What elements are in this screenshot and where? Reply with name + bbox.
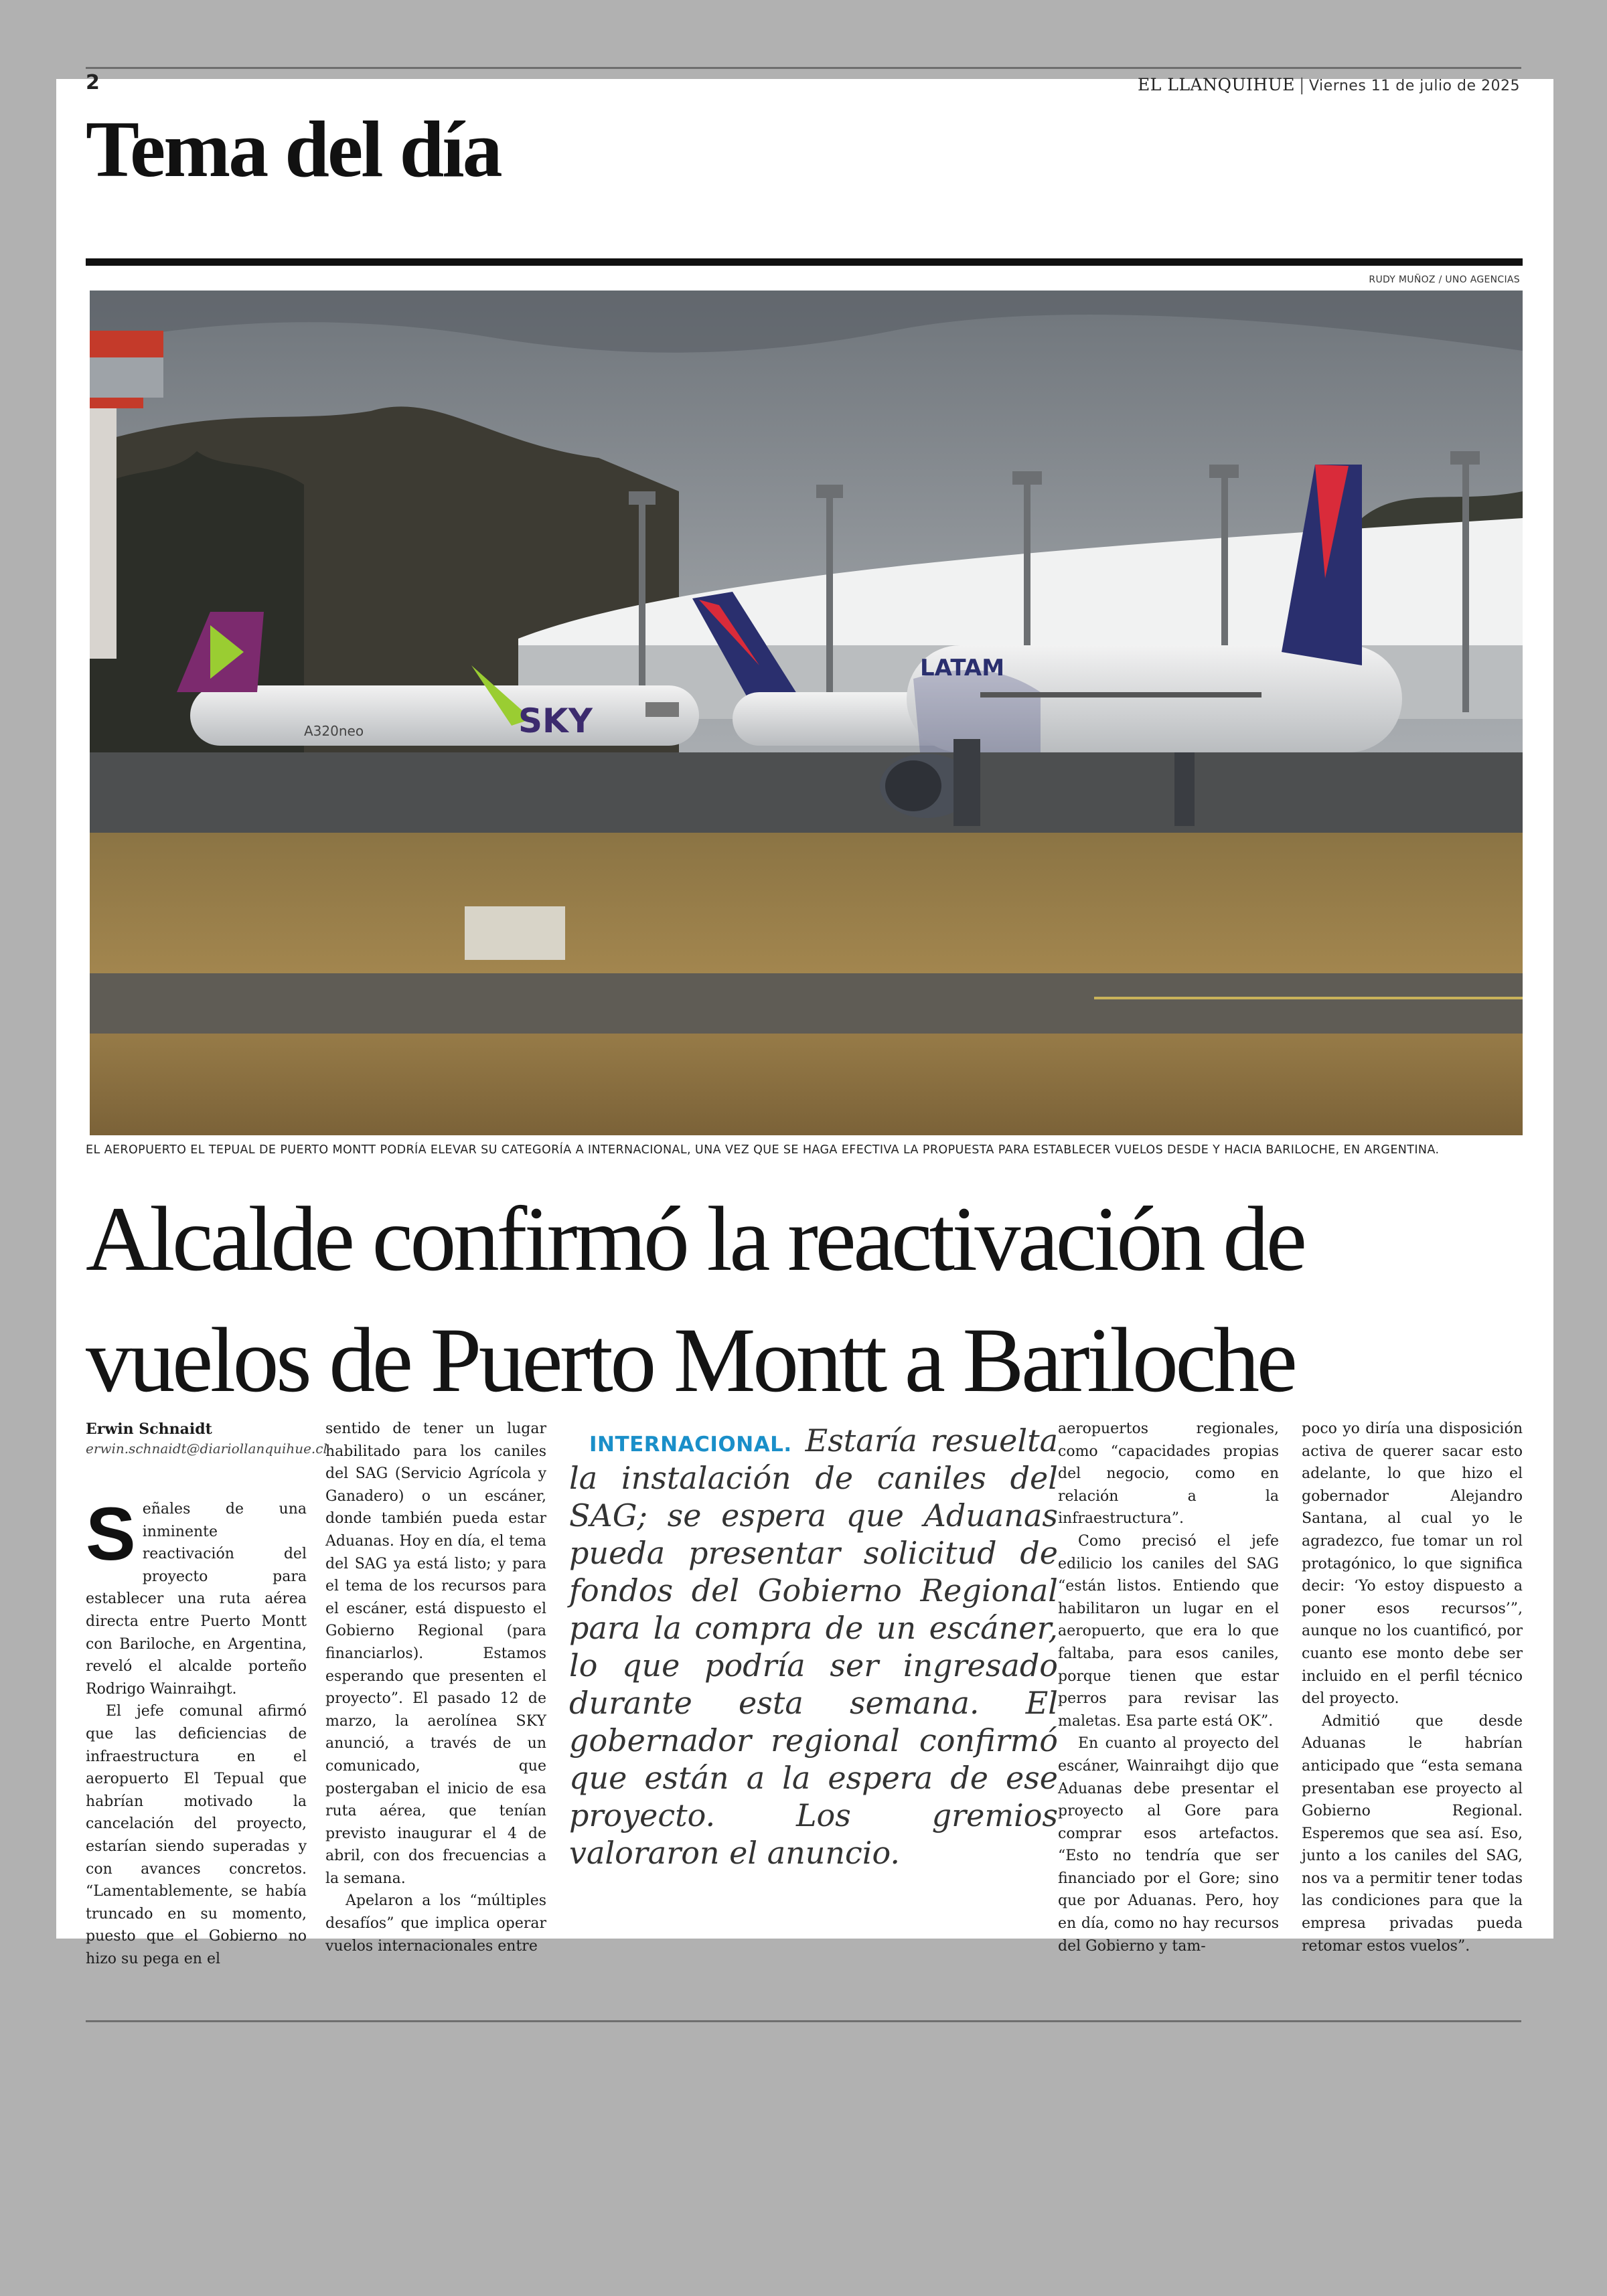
body-paragraph: Apelaron a los “múltiples desafíos” que implica operar vuelos internacionales entre	[325, 1892, 546, 1955]
publication-date: Viernes 11 de julio de 2025	[1308, 78, 1520, 94]
column-1	[86, 1418, 327, 1970]
lede-text: Estaría resuelta la instalación de caniles del SAG; se espera que Aduanas pueda presentar solicitud de fondos del Gobierno Regional para la compra de un escáner, lo que podría ser ingresado durante esta semana. El gobernador regional confirmó que están a la espera de ese proyecto. Los gremios valoraron el anuncio.	[569, 1422, 1058, 1871]
tarmac	[90, 752, 1523, 833]
section-rule	[86, 258, 1523, 266]
column-3-lede	[569, 1422, 1058, 1872]
bottom-page-rule	[86, 2020, 1521, 2022]
kicker-label: INTERNACIONAL.	[589, 1432, 792, 1457]
newspaper-name: EL LLANQUIHUE	[1138, 75, 1296, 94]
body-paragraph: El jefe comunal afirmó que las deficiencias de infraestructura en el aeropuerto El Tepual que habrían motivado la cancelación del proyecto, estarían siendo superadas y con avances concretos. “Lamentablemente, se había truncado en su momento, puesto que el Gobierno no hizo su pega en el	[86, 1703, 307, 1967]
body-paragraph: poco yo diría una disposición activa de querer sacar esto adelante, lo que hizo el gobernador Alejandro Santana, al cual yo le agradezco, fue tomar un rol protagónico, lo que significa decir: ‘Yo estoy dispuesto a poner esos recursos’”, aunque no los cuantificó, por cuanto ese monto debe ser incluido en el perfil técnico del proyecto.	[1302, 1420, 1523, 1708]
column-5	[1302, 1418, 1523, 1957]
masthead-divider: |	[1299, 75, 1305, 94]
opening-paragraph	[86, 1492, 307, 1700]
body-paragraph: aeropuertos regionales, como “capacidades propias del negocio, como en relación a la infraestructura”.	[1058, 1420, 1279, 1528]
aircraft-model: A320neo	[304, 723, 364, 739]
top-page-rule	[86, 67, 1521, 69]
airport-photo	[90, 291, 1523, 1135]
author-name: Erwin Schnaidt	[86, 1420, 212, 1438]
runway-sign	[465, 906, 565, 960]
taxiway	[90, 973, 1523, 1034]
page-number: 2	[86, 71, 100, 94]
body-paragraph: Como precisó el jefe edilicio los caniles del SAG “están listos. Entiendo que habilitaron un lugar en el aeropuerto, que era lo que faltaba, para esos caniles, porque tienen que estar perros para revisar las maletas. Esa parte está OK”.	[1058, 1532, 1279, 1730]
photo-credit: RUDY MUÑOZ / UNO AGENCIAS	[1369, 274, 1520, 285]
drop-cap: S	[86, 1492, 136, 1576]
body-paragraph: En cuanto al proyecto del escáner, Wainraihgt dijo que Aduanas debe presentar el proyecto al Gore para comprar esos artefactos. “Esto no tendría que ser financiado por el Gore; sino que por Aduanas. Pero, hoy en día, como no hay recursos del Gobierno y tam-	[1058, 1735, 1279, 1955]
latam-livery: LATAM	[920, 655, 1005, 681]
section-title: Tema del día	[86, 104, 501, 193]
author-email: erwin.schnaidt@diariollanquihue.cl	[86, 1441, 327, 1457]
masthead	[1138, 75, 1520, 94]
body-paragraph: Admitió que desde Aduanas le habrían anticipado que “esta semana presentaban ese proyecto al Gobierno Regional. Esperemos que sea así. Eso, junto a los caniles del SAG, nos va a permitir tener todas las condiciones para que la empresa privadas pueda retomar estos vuelos”.	[1302, 1712, 1523, 1955]
body-paragraph: sentido de tener un lugar habilitado para los caniles del SAG (Servicio Agrícola y Ganadero) o un escáner, donde también pueda estar Aduanas. Hoy en día, el tema del SAG ya está listo; y para el tema de los recursos para el escáner, está dispuesto el Gobierno Regional (para financiarlos). Estamos esperando que presenten el proyecto”. El pasado 12 de marzo, la aerolínea SKY anunció, a través de un comunicado, que postergaban el inicio de esa ruta aérea, que tenían previsto inaugurar el 4 de abril, con dos frecuencias a la semana.	[325, 1420, 546, 1887]
newspaper-page	[56, 71, 1553, 1967]
lede-paragraph	[569, 1422, 1058, 1872]
column-4	[1058, 1418, 1279, 1957]
photo-caption: EL AEROPUERTO EL TEPUAL DE PUERTO MONTT PODRÍA ELEVAR SU CATEGORÍA A INTERNACIONAL, UNA VEZ QUE SE HAGA EFECTIVA LA PROPUESTA PARA ESTABLECER VUELOS DESDE Y HACIA BARILOCHE, EN ARGENTINA.	[86, 1143, 1440, 1157]
sky-livery: SKY	[518, 702, 593, 740]
column-2	[325, 1418, 546, 1957]
article-headline: Alcalde confirmó la reactivación de vuelos de Puerto Montt a Bariloche	[86, 1187, 1304, 1411]
opening-text: eñales de una inminente reactivación del proyecto para establecer una ruta aérea directa entre Puerto Montt con Bariloche, en Argentina, reveló el alcalde porteño Rodrigo Wainraihgt.	[86, 1501, 307, 1698]
